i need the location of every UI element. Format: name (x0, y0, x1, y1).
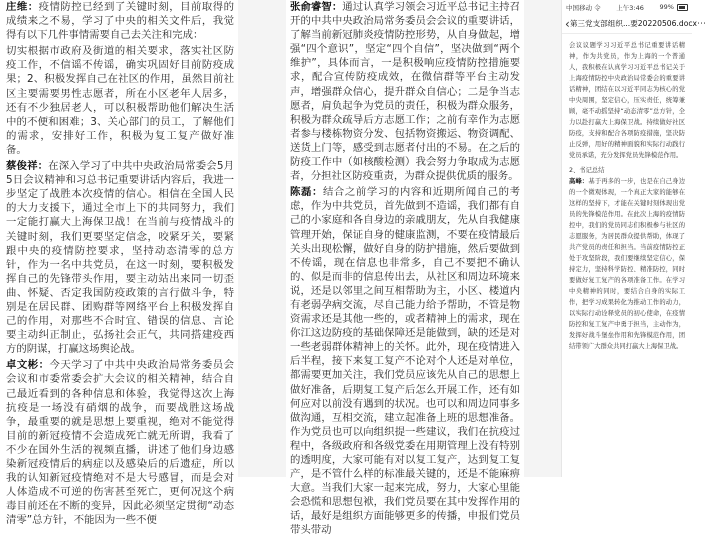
speaker-name: 高峰： (569, 178, 589, 185)
more-icon[interactable]: ⋯ (697, 18, 706, 29)
speaker-name: 庄维： (6, 1, 39, 13)
status-bar (562, 0, 692, 14)
status-right (660, 3, 688, 11)
column-gutter (524, 0, 561, 477)
document-title: 第三党支部组织...要20220506.docx (569, 19, 698, 28)
battery-icon (677, 4, 688, 11)
document-column-1 (6, 0, 235, 527)
speaker-name: 卓文彬： (6, 359, 50, 372)
paragraph-text: 切实根据市政府及街道的相关要求，落实社区防疫工作，不信谣不传谣，确实巩固好目前防疫成果；2、积极发挥自己在社区的作用，虽然目前社区主要需要男性志愿者，所在小区老年人居多，还有不少独居老人，可以积极帮助他们解决生活中的不便和困难；3、关心部门的员工，了解他们的需求，安排好工作，积极为复工复产做好准备。 (6, 45, 234, 156)
speaker-name: 张俞睿智： (290, 1, 343, 13)
paragraph-text: 疫情防控已经到了关键时刻，目前取得的成绩来之不易，学习了中央的相关文件后，我觉得有以下几件事情需要自己去关注和完成： (6, 1, 235, 42)
battery-percent: 99% (659, 3, 674, 11)
paragraph (6, 159, 234, 356)
paragraph-text: 结合之前学习的内容和近期所闻自己的考虑，作为中共党员，首先做到不造谣，我们都有自己的小家庭和各自身边的亲戚朋友，先从自我健康管理开始，保证自身的健康监测，不要在疫情最后关头出现松懈，做好自身的防护措施，然后要做到不传谣，现在信息也非常多，自己不要把不确认的、似是而非的信息传出去，从社区和周边环境来说，还是以邻里之间互相帮助为主，小区、楼道内有老弱孕病交流，尽自己能力给予帮助，不管是物资需求还是其他一些的，或者精神上的需求，现在你江这边防疫的基础保障还是能做到，缺的还是对一些老弱群体精神上的关怀。此外，现在疫情进入后半程，接下来复工复产不论对个人还是对单位，都需要更加关注，我们党员应该先从自己的思想上做好准备，后期复工复产后怎么开展工作，还有如何应对以前没有遇到的状况。也可以和周边同事多做沟通，互相交流，建立起准备上班的思想准备。作为党员也可以向组织提一些建议，我们在抗疫过程中，各级政府和各级党委在用期管理上没有特别的透明度，大家可能有对以复工复产，达到复工复产，是不管什么样的标准最关键的，还是不能麻痹大意。当我们大家一起来完成，努力，大家心里能会恐慌和思想包袱，我们党员要在其中发挥作用的话，最好是组织方面能够更多的传播，申报们党员带头带动 (290, 186, 521, 537)
intro-paragraph: 会议议题学习习近平总书记重要讲话精神，作为共党员，作为上海的一个普通人，我积极在认真学习习近平总书记关于上海疫情防控中央政治局常委会的重要讲话精神，团结在以习近平同志为核心的党中央周围，坚定信心，压实责任，统筹兼顾，毫不动摇坚持“动态清零”总方针，全力以赴打赢大上海保卫战。持续做好社区防疫，支持和配合各项防疫措施，坚决防止反弹，用好的精神面貌和实际行动践行党员承诺，充分发挥党员先锋模范作用。 (569, 42, 685, 159)
speaker-name: 陈磊： (290, 186, 323, 199)
clock: 上午3:46 (616, 3, 644, 12)
paragraph-text: 今天学习了中共中央政治局常务委员会会议和市委常委会扩大会议的相关精神，结合自己最近看到的各种信息和体验，我觉得这次上海抗疫是一场没有硝烟的战争，而要战胜这场战争，最重要的就是思想上要重视，绝对不能觉得目前的新冠疫情不会造成死亡就无所谓，我看了不少在国外生活的视频直播，讲述了他们身边感染新冠疫情后的病症以及感染后的后遗症，所以我的认知新冠疫情绝对不是大号感冒，而是会对人体造成不可逆的伤害甚至死亡，更何况这个病毒目前还在不断的变异，因此必须坚定贯彻“动态清零”总方针，不能因为一些不便 (6, 359, 235, 527)
paragraph (290, 185, 520, 537)
paragraph (290, 0, 520, 183)
speaker-name: 蔡俊祥： (6, 160, 49, 173)
paragraph (6, 0, 234, 42)
phone-screenshot (561, 0, 706, 477)
paragraph-text: 通过认真学习领会习近平总书记主持召开的中共中央政治局常务委员会会议的重要讲话，了解当前新冠肺炎疫情防控形势，从自身做起，增强“四个意识”，坚定“四个自信”，坚决做到“两个维护”，具体而言，一是积极响应疫情防控措施要求，配合宣传防疫成效，在微信群等平台主动发声，增强群众信心，提升群众自信心；二是争当志愿者，肩负起争为党员的责任，积极为群众服务，积极为群众疏导后方志愿工作；之前有幸作为志愿者参与楼栋物资分发、包括物资搬运、物资调配、送货上门等，感受到志愿者付出的不易。在之后的防疫工作中（如核酸检测）我会努力争取成为志愿者，分担社区防疫重责，为群众提供优质的服务。 (290, 1, 521, 183)
paragraph (6, 358, 234, 527)
paragraph-text: 基于再多的一步，也是在自己身边的一个微观体现，一个真正大家的能够在这样的坚持下，才能在关键时刻体现出党员的先锋模范作用。在此次上海的疫情防控中，我们的党员同志们积极参与社区的志愿服务，为居民群众提供帮助，体现了共产党员的责任和担当。当前疫情防控正处于攻坚阶段，我们要继续坚定信心，保持定力，坚持科学防控、精准防控，同时要做好复工复产的各项准备工作。在学习中央精神的同时，要结合自身的实际工作，把学习成果转化为推动工作的动力，以实际行动诠释党员的初心使命，在疫情防控和复工复产中勇于担当，主动作为，发挥好战斗堡垒作用和先锋模范作用，团结带领广大群众共同打赢大上海保卫战。 (569, 178, 685, 350)
column-gutter (238, 0, 286, 477)
paragraph-text: 在深入学习了中共中央政治局常委会5月5日会议精神和习总书记重要讲话内容后，我进一步坚定了战胜本次疫情的信心。相信在全国人民的大力支援下，通过全市上下的共同努力，我们一定能打赢大上海保卫战！在当前与疫情战斗的关键时刻，我们更要坚定信念，咬紧牙关，要紧跟中央的疫情防控要求，坚持动态清零的总方针，作为一名中共党员，在这一时刻，要积极发挥自己的先锋带头作用，要主动站出来同一切歪曲、怀疑、否定我国防疫政策的言行做斗争，特别是在居民群、团购群等网络平台上积极发挥自己的作用，对那些不合时宜、错误的信息、言论要主动纠正制止，弘扬社会正气，共同搭建疫西方的阴谋，打赢这场舆论战。 (6, 160, 235, 356)
chevron-left-icon[interactable]: ‹ (565, 16, 570, 31)
document-navbar (562, 14, 706, 34)
document-body (562, 34, 692, 352)
summary-paragraph (569, 176, 685, 352)
paragraph (6, 44, 234, 157)
carrier-label: 中国移动 令 (566, 3, 601, 12)
section-heading: 2、书记总结 (569, 167, 605, 174)
document-column-2 (290, 0, 521, 537)
